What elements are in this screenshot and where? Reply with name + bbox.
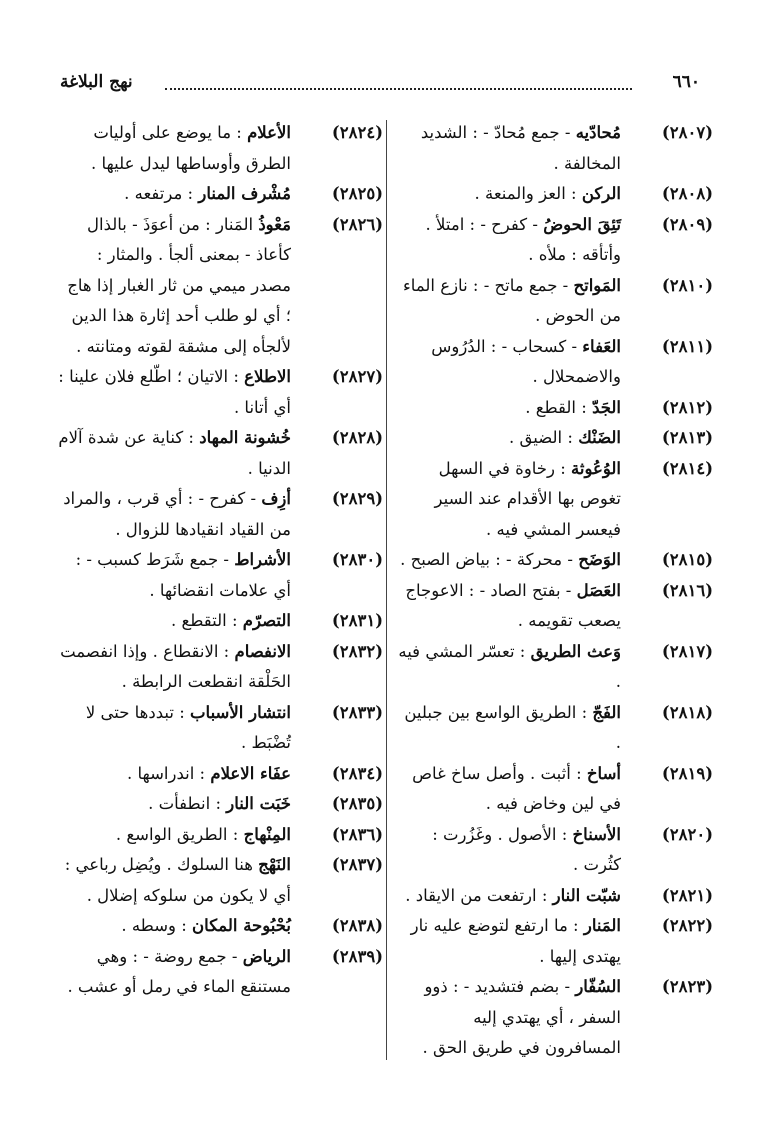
entry-text: : اندراسها .: [126, 763, 206, 783]
entry-number: (٢٨٣٨): [331, 916, 383, 935]
entry-number: (٢٨٠٧): [661, 123, 713, 142]
glossary-entry: [395, 393, 713, 424]
entry-number: (٢٨٢٧): [331, 367, 383, 386]
running-title: نهج البلاغة: [60, 72, 133, 92]
glossary-entry: [58, 423, 383, 484]
entry-text: - محركة - : بياض الصبح .: [400, 550, 573, 569]
entry-text: المَنار : من أعوَذَ - بالذال كأعاذ - بمعنى ألجأ . والمثار : مصدر ميمي من ثار الغبار إذا هاج ؛ أي لو طلب أحد إثارة هذا الدين لألجأه إلى مشقة لقوته ومتانته .: [67, 214, 291, 356]
entry-number: (٢٨٢٦): [331, 214, 383, 234]
entry-number: (٢٨١٥): [661, 550, 713, 569]
entry-text: : انطفأت .: [148, 794, 222, 813]
column-divider: [386, 120, 387, 1060]
entry-number: (٢٨٢٩): [331, 489, 383, 508]
entry-number: (٢٨١٠): [661, 275, 713, 295]
glossary-entry: [58, 179, 383, 210]
entry-number: (٢٨١١): [661, 336, 713, 356]
entry-text: : مرتفعه .: [124, 184, 194, 203]
entry-term: وَعث الطريق: [530, 641, 621, 661]
entry-number: (٢٨٢٠): [661, 824, 713, 844]
entry-number: (٢٨١٦): [661, 580, 713, 600]
entry-text: : الضيق .: [508, 428, 573, 447]
entry-number: (٢٨٢٤): [331, 123, 383, 142]
entry-number: (٢٨٣١): [331, 611, 383, 630]
entry-term: أساخ: [586, 763, 621, 783]
glossary-entry: [395, 637, 713, 698]
entry-term: الأشراط: [234, 550, 291, 569]
entry-term: السُفّار: [575, 977, 621, 996]
page-number: ٦٦٠: [672, 72, 700, 92]
entry-term: الأعلام: [247, 123, 291, 142]
entry-term: المَنار: [583, 916, 621, 935]
entry-term: الاطلاع: [244, 367, 291, 386]
entry-term: انتشار الأسباب: [190, 702, 291, 722]
entry-term: النَهْج: [258, 855, 291, 874]
entry-term: مُشْرف المنار: [198, 184, 291, 203]
glossary-entry: [58, 698, 383, 759]
page-header: [60, 72, 700, 102]
entry-text: : الأصول . وغَزُرت : كثُرت .: [432, 824, 621, 874]
entry-text: - بفتح الصاد - : الاعوجاج يصعب تقويمه .: [405, 580, 621, 630]
glossary-entry: [395, 576, 713, 637]
entry-number: (٢٨١٨): [661, 702, 713, 722]
entry-text: : الانقطاع . وإذا انفصمت الحَلْقة انقطعت الرابطة .: [60, 641, 291, 691]
entry-term: مُحادّيه: [575, 123, 621, 142]
glossary-entry: [58, 637, 383, 698]
entry-term: المَواتح: [573, 275, 621, 295]
entry-term: أزِف: [261, 489, 291, 508]
entry-number: (٢٨٣٧): [331, 855, 383, 874]
glossary-entry: [58, 545, 383, 606]
entry-text: هنا السلوك . ويُضِل رباعي : أي لا يكون من سلوكه إضلال .: [64, 855, 291, 905]
entry-number: (٢٨٣٣): [331, 702, 383, 722]
entry-text: - جمع مُحادّ - : الشديد المخالفة .: [420, 123, 621, 173]
glossary-entry: [58, 484, 383, 545]
glossary-entry: [395, 271, 713, 332]
entry-number: (٢٨٣٤): [331, 763, 383, 783]
entry-text: : الطريق الواسع بين جبلين .: [404, 702, 621, 752]
entry-text: : ما يوضع على أوليات الطرق وأوساطها ليدل عليها .: [91, 123, 291, 173]
entry-text: : ارتفعت من الايقاد .: [405, 885, 548, 905]
glossary-entry: [58, 362, 383, 423]
glossary-entry: [395, 820, 713, 881]
glossary-entry: [58, 789, 383, 820]
entry-term: تَئِقَ الحوضُ: [543, 214, 621, 234]
entry-term: الفَجّ: [592, 702, 621, 722]
header-dotted-rule: [165, 88, 632, 90]
glossary-entry: [395, 545, 713, 576]
entry-text: - كفرح - : أي قرب ، والمراد من القياد انقيادها للزوال .: [63, 489, 291, 539]
entry-number: (٢٨١٧): [661, 641, 713, 661]
entry-term: الرياض: [242, 946, 291, 966]
glossary-entry: [395, 698, 713, 759]
entry-number: (٢٨١٢): [661, 397, 713, 417]
entry-text: : كناية عن شدة آلام الدنيا .: [58, 428, 291, 478]
entry-text: : الطريق الواسع .: [115, 824, 239, 844]
entry-text: : أثبت . وأصل ساخ غاص في لين وخاض فيه .: [412, 763, 621, 813]
glossary-entry: [395, 881, 713, 912]
glossary-entry: [58, 606, 383, 637]
glossary-entry: [395, 454, 713, 546]
entry-number: (٢٨٣٩): [331, 946, 383, 966]
entry-text: : ما ارتفع لتوضع عليه نار يهتدى إليها .: [410, 916, 621, 966]
entry-term: العَصَل: [576, 580, 621, 600]
entry-term: الجَدّ: [592, 397, 621, 417]
glossary-entry: [58, 820, 383, 851]
entry-text: - بضم فتشديد - : ذوو السفر ، أي يهتدي إليه المسافرون في طريق الحق .: [422, 977, 621, 1057]
entry-number: (٢٨١٩): [661, 763, 713, 783]
entry-number: (٢٨٣٢): [331, 641, 383, 661]
entry-text: : رخاوة في السهل تغوص بها الأقدام عند السير فيعسر المشي فيه .: [434, 458, 621, 539]
entry-text: : تبددها حتى لا تُضْبَط .: [85, 702, 291, 752]
glossary-entry: [395, 911, 713, 972]
entry-term: الوَضَح: [578, 550, 621, 569]
entry-text: - كسحاب - : الدُرُوس والاضمحلال .: [431, 336, 621, 386]
entry-term: الأسناخ: [572, 824, 621, 844]
glossary-entry: [58, 118, 383, 179]
right-column: [395, 118, 713, 1064]
entry-term: الانفصام: [234, 641, 291, 661]
glossary-entry: [395, 759, 713, 820]
entry-text: - جمع شَرَط كسبب - : أي علامات انقضائها .: [75, 550, 291, 600]
left-column: [58, 118, 383, 1003]
glossary-entry: [395, 423, 713, 454]
entry-number: (٢٨٣٠): [331, 550, 383, 569]
entry-term: الضَنْك: [578, 428, 621, 447]
entry-term: العَفاء: [582, 336, 621, 356]
entry-number: (٢٨٢٨): [331, 428, 383, 447]
entry-number: (٢٨٢٥): [331, 184, 383, 203]
glossary-entry: [58, 210, 383, 363]
glossary-entry: [58, 911, 383, 942]
entry-number: (٢٨٣٦): [331, 824, 383, 844]
entry-number: (٢٨٢٢): [661, 916, 713, 935]
entry-text: : القطع .: [525, 397, 587, 417]
entry-term: مَعْوذُ: [258, 214, 291, 234]
entry-number: (٢٨٢٣): [661, 977, 713, 996]
entry-number: (٢٨٢١): [661, 885, 713, 905]
entry-term: التصرّم: [242, 611, 291, 630]
glossary-entry: [395, 179, 713, 210]
glossary-entry: [395, 118, 713, 179]
entry-term: خَبَت النار: [226, 794, 291, 813]
entry-term: بُحْبُوحة المكان: [192, 916, 291, 935]
entry-number: (٢٨١٣): [661, 428, 713, 447]
entry-number: (٢٨٣٥): [331, 794, 383, 813]
glossary-entry: [395, 332, 713, 393]
entry-text: - جمع ماتح - : نازع الماء من الحوض .: [403, 275, 621, 325]
entry-term: خُشونة المهاد: [199, 428, 291, 447]
entry-term: الوُعُوثة: [571, 458, 621, 478]
entry-number: (٢٨٠٩): [661, 214, 713, 234]
entry-term: الركن: [581, 184, 621, 203]
entry-number: (٢٨٠٨): [661, 184, 713, 203]
entry-text: : العز والمنعة .: [474, 184, 577, 203]
entry-text: : وسطه .: [121, 916, 187, 935]
entry-text: - كفرح - : امتلأ . وأتأقه : ملأه .: [425, 214, 621, 264]
glossary-entry: [58, 759, 383, 790]
entry-term: المِنْهاج: [243, 824, 291, 844]
entry-text: : الاتيان ؛ اطّلع فلان علينا : أي أتانا .: [58, 367, 291, 417]
glossary-entry: [395, 210, 713, 271]
entry-text: : التقطع .: [170, 611, 238, 630]
entry-text: : تعسّر المشي فيه .: [398, 641, 621, 691]
entry-number: (٢٨١٤): [661, 458, 713, 478]
glossary-entry: [58, 850, 383, 911]
entry-term: شبّت النار: [552, 885, 621, 905]
entry-term: عفَاء الاعلام: [210, 763, 291, 783]
entry-text: - جمع روضة - : وهي مستنقع الماء في رمل أو عشب .: [67, 946, 291, 996]
glossary-entry: [58, 942, 383, 1003]
glossary-entry: [395, 972, 713, 1064]
